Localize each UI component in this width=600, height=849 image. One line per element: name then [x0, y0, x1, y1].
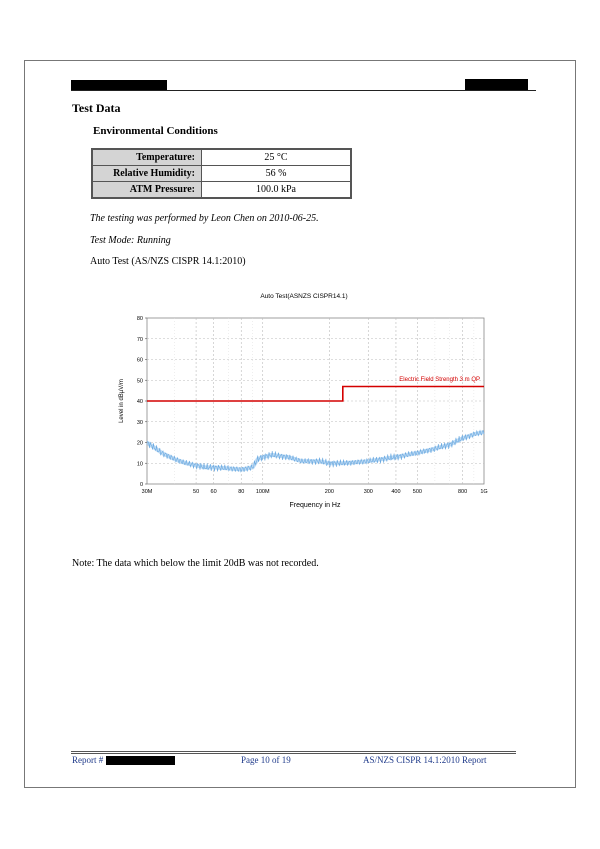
- footer-standard: AS/NZS CISPR 14.1:2010 Report: [363, 755, 487, 765]
- x-tick-label: 800: [457, 489, 468, 495]
- redacted-header-right: [465, 79, 528, 90]
- note-text: Note: The data which below the limit 20dB was not recorded.: [72, 558, 319, 569]
- x-tick-label: 60: [210, 489, 217, 495]
- x-tick-label: 500: [412, 489, 422, 495]
- env-title: Environmental Conditions: [93, 125, 218, 137]
- x-tick-label: 30M: [141, 489, 153, 495]
- y-tick-label: 20: [136, 440, 143, 447]
- y-tick-label: 60: [136, 357, 143, 364]
- chart-title: Auto Test(ASNZS CISPR14.1): [260, 293, 348, 300]
- x-tick-label: 300: [363, 489, 373, 495]
- x-tick-label: 100M: [255, 489, 270, 495]
- table-row: [92, 149, 351, 166]
- x-axis-label: Frequency in Hz: [289, 502, 341, 509]
- env-label: Relative Humidity:: [92, 166, 202, 182]
- footer-report-prefix: Report #: [72, 755, 104, 765]
- x-tick-label: 400: [391, 489, 401, 495]
- performed-by-text: The testing was performed by Leon Chen on 2010-06-25.: [90, 213, 319, 224]
- x-tick-label: 50: [193, 489, 200, 495]
- limit-label: Electric Field Strength 3 m QP: [399, 377, 480, 383]
- y-tick-label: 80: [136, 316, 143, 322]
- auto-test-text: Auto Test (AS/NZS CISPR 14.1:2010): [90, 256, 246, 267]
- y-tick-label: 50: [136, 378, 143, 385]
- section-title: Test Data: [72, 101, 121, 115]
- redacted-header-left: [71, 80, 167, 90]
- y-tick-label: 10: [136, 461, 143, 468]
- env-value: 56 %: [202, 166, 352, 182]
- env-value: 25 °C: [202, 149, 352, 166]
- environmental-conditions-table: [91, 148, 352, 199]
- emission-chart: [107, 284, 495, 516]
- y-tick-label: 70: [136, 336, 143, 343]
- x-tick-label: 80: [238, 489, 245, 495]
- emission-chart-svg: [107, 284, 495, 516]
- header-rule: [71, 90, 536, 91]
- table-row: [92, 166, 351, 182]
- footer-rule-bottom: [71, 753, 516, 754]
- test-mode-text: Test Mode: Running: [90, 235, 171, 246]
- redacted-report-number: [106, 756, 175, 765]
- footer-rule-top: [71, 751, 516, 752]
- y-tick-label: 40: [136, 399, 143, 405]
- x-tick-label: 1G: [480, 489, 488, 495]
- env-label: Temperature:: [92, 149, 202, 166]
- y-axis-label: Level in dBµV/m: [119, 379, 125, 423]
- x-tick-label: 200: [324, 489, 334, 495]
- y-tick-label: 0: [139, 482, 143, 488]
- y-tick-label: 30: [136, 419, 143, 426]
- footer-page: Page 10 of 19: [241, 755, 291, 765]
- table-row: [92, 182, 351, 199]
- env-value: 100.0 kPa: [202, 182, 352, 199]
- env-label: ATM Pressure:: [92, 182, 202, 199]
